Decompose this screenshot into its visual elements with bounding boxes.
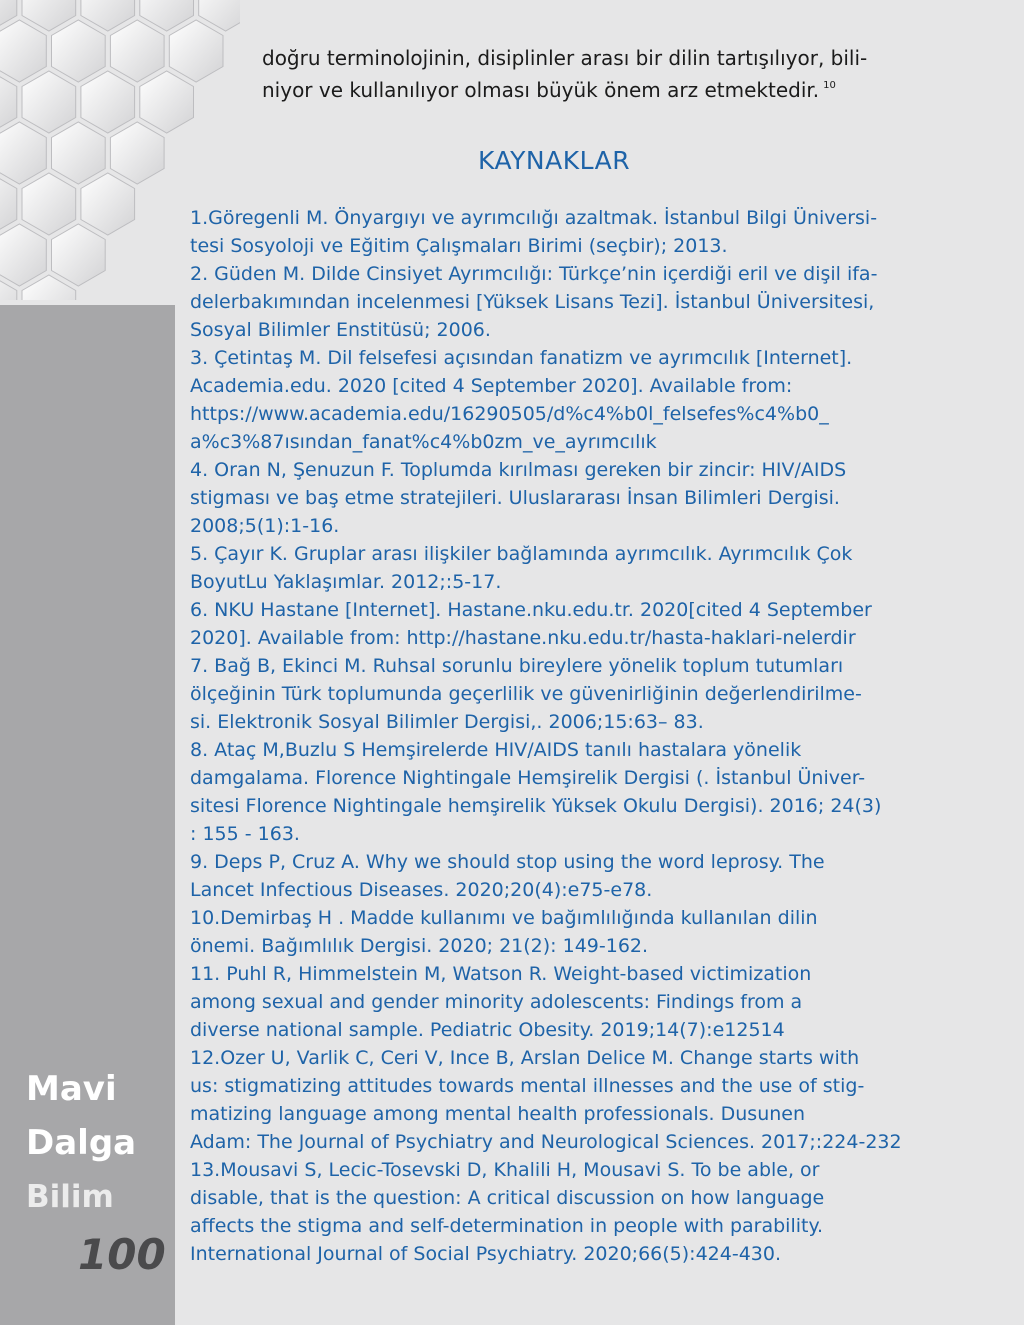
hexagon-tile bbox=[0, 224, 46, 286]
hexagon-tile bbox=[81, 173, 135, 235]
reference-line: https://www.academia.edu/16290505/d%c4%b0l_felsefes%c4%b0_ bbox=[190, 403, 829, 425]
reference-line: 9. Deps P, Cruz A. Why we should stop using the word leprosy. The bbox=[190, 851, 825, 873]
reference-line: damgalama. Florence Nightingale Hemşirelik Dergisi (. İstanbul Üniver- bbox=[190, 767, 866, 789]
reference-line: 2020]. Available from: http://hastane.nku.edu.tr/hasta-haklari-nelerdir bbox=[190, 627, 856, 649]
reference-line: 12.Ozer U, Varlik C, Ceri V, Ince B, Arslan Delice M. Change starts with bbox=[190, 1047, 860, 1069]
footnote-marker: 10 bbox=[823, 80, 836, 91]
reference-line: Adam: The Journal of Psychiatry and Neurological Sciences. 2017;:224-232 bbox=[190, 1131, 902, 1153]
reference-line: 13.Mousavi S, Lecic-Tosevski D, Khalili H, Mousavi S. To be able, or bbox=[190, 1159, 820, 1181]
reference-line: a%c3%87ısından_fanat%c4%b0zm_ve_ayrımcılık bbox=[190, 431, 657, 453]
hexagon-tile bbox=[52, 224, 106, 286]
reference-line: diverse national sample. Pediatric Obesity. 2019;14(7):e12514 bbox=[190, 1019, 785, 1041]
reference-line: Lancet Infectious Diseases. 2020;20(4):e75-e78. bbox=[190, 879, 653, 901]
hexagon-tile bbox=[81, 71, 135, 133]
references-title: KAYNAKLAR bbox=[478, 146, 631, 175]
intro-line bbox=[262, 72, 962, 104]
intro-line: doğru terminolojinin, disiplinler arası bir dilin tartışılıyor, bili- bbox=[262, 46, 868, 70]
brand-name-bilim: Bilim bbox=[26, 1179, 114, 1215]
reference-line: tesi Sosyoloji ve Eğitim Çalışmaları Birimi (seçbir); 2013. bbox=[190, 235, 728, 257]
reference-line: önemi. Bağımlılık Dergisi. 2020; 21(2): 149-162. bbox=[190, 935, 649, 957]
hexagon-tile bbox=[0, 20, 46, 82]
page-number: 100 bbox=[78, 1230, 166, 1279]
brand-name-mavi: Mavi bbox=[26, 1069, 117, 1109]
reference-line: 2008;5(1):1-16. bbox=[190, 515, 340, 537]
reference-line: stigması ve baş etme stratejileri. Uluslararası İnsan Bilimleri Dergisi. bbox=[190, 487, 840, 509]
reference-line: 11. Puhl R, Himmelstein M, Watson R. Weight-based victimization bbox=[190, 963, 812, 985]
reference-line: delerbakımından incelenmesi [Yüksek Lisans Tezi]. İstanbul Üniversitesi, bbox=[190, 291, 875, 313]
brand-logo bbox=[26, 1062, 136, 1224]
hexagon-tile bbox=[169, 20, 223, 82]
reference-line: among sexual and gender minority adolescents: Findings from a bbox=[190, 991, 803, 1013]
reference-line: 3. Çetintaş M. Dil felsefesi açısından fanatizm ve ayrımcılık [Internet]. bbox=[190, 347, 853, 369]
reference-line: ölçeğinin Türk toplumunda geçerlilik ve güvenirliğinin değerlendirilme- bbox=[190, 683, 862, 705]
reference-line: si. Elektronik Sosyal Bilimler Dergisi,. 2006;15:63– 83. bbox=[190, 711, 704, 733]
reference-line: 7. Bağ B, Ekinci M. Ruhsal sorunlu bireylere yönelik toplum tutumları bbox=[190, 655, 844, 677]
reference-line: 10.Demirbaş H . Madde kullanımı ve bağımlılığında kullanılan dilin bbox=[190, 907, 818, 929]
reference-line: affects the stigma and self-determination in people with parability. bbox=[190, 1215, 824, 1237]
reference-line: 8. Ataç M,Buzlu S Hemşirelerde HIV/AIDS tanılı hastalara yönelik bbox=[190, 739, 802, 761]
hexagon-tile bbox=[52, 122, 106, 184]
reference-line: : 155 - 163. bbox=[190, 823, 300, 845]
hexagon-tile bbox=[140, 71, 194, 133]
reference-line: sitesi Florence Nightingale hemşirelik Yüksek Okulu Dergisi). 2016; 24(3) bbox=[190, 795, 882, 817]
hexagon-tile bbox=[22, 173, 76, 235]
hexagon-tile bbox=[0, 173, 17, 235]
reference-line: 1.Göregenli M. Önyargıyı ve ayrımcılığı azaltmak. İstanbul Bilgi Üniversi- bbox=[190, 207, 878, 229]
reference-line: Sosyal Bilimler Enstitüsü; 2006. bbox=[190, 319, 491, 341]
reference-line: 2. Güden M. Dilde Cinsiyet Ayrımcılığı: Türkçe’nin içerdiği eril ve dişil ifa- bbox=[190, 263, 878, 285]
reference-line: matizing language among mental health professionals. Dusunen bbox=[190, 1103, 806, 1125]
references-list bbox=[190, 204, 1010, 1268]
hexagon-tile bbox=[110, 122, 164, 184]
intro-line-text: niyor ve kullanılıyor olması büyük önem arz etmektedir. bbox=[262, 78, 820, 102]
hexagon-tile bbox=[52, 20, 106, 82]
reference-line: International Journal of Social Psychiatry. 2020;66(5):424-430. bbox=[190, 1243, 782, 1265]
reference-line: 4. Oran N, Şenuzun F. Toplumda kırılması gereken bir zincir: HIV/AIDS bbox=[190, 459, 847, 481]
reference-line: disable, that is the question: A critical discussion on how language bbox=[190, 1187, 825, 1209]
brand-name-dalga: Dalga bbox=[26, 1123, 137, 1163]
reference-line: BoyutLu Yaklaşımlar. 2012;:5-17. bbox=[190, 571, 502, 593]
hexagon-tile bbox=[0, 71, 17, 133]
hexagon-tile bbox=[0, 122, 46, 184]
hexagon-tile bbox=[110, 20, 164, 82]
intro-paragraph bbox=[262, 44, 962, 104]
reference-line: Academia.edu. 2020 [cited 4 September 2020]. Available from: bbox=[190, 375, 793, 397]
reference-line: 6. NKU Hastane [Internet]. Hastane.nku.edu.tr. 2020[cited 4 September bbox=[190, 599, 872, 621]
reference-line: us: stigmatizing attitudes towards mental illnesses and the use of stig- bbox=[190, 1075, 865, 1097]
reference-line: 5. Çayır K. Gruplar arası ilişkiler bağlamında ayrımcılık. Ayrımcılık Çok bbox=[190, 543, 853, 565]
hexagon-tile bbox=[22, 71, 76, 133]
